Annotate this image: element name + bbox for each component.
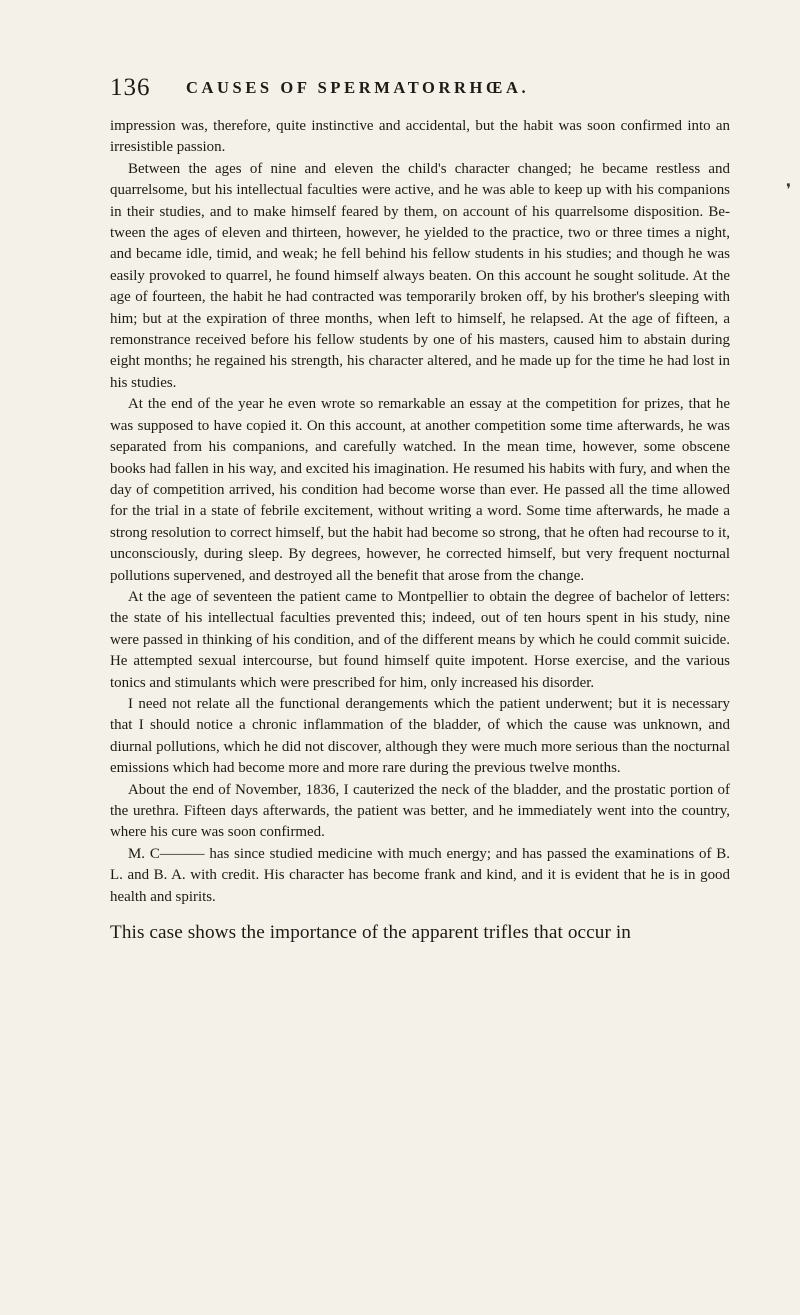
page-header (110, 68, 730, 108)
margin-mark-icon: ❜ (786, 182, 792, 199)
paragraph: At the age of seventeen the patient came to Montpellier to obtain the degree of bachelor of letters: the state of his intellectual faculties prevented this; indeed, out of ten hours spent in his study, nine were passed in thinking of his condition, and of the different means by which he could commit suicide. He attempted sexual intercourse, but found himself quite impotent. Horse exercise, and the various tonics and stimulants which were prescribed for him, only increased his disorder. (110, 588, 730, 691)
paragraph: M. C——— has since studied medicine with much energy; and has passed the examinations of B. L. and B. A. with credit. His character has become frank and kind, and it is evident that he is in good health and spirits. (110, 845, 730, 905)
paragraph: At the end of the year he even wrote so remarkable an essay at the competition for prizes, that he was supposed to have copied it. On this account, at another competition some time afterwards, he was separated from his companions, and carefully watched. In the mean time, however, some obscene books had fallen in his way, and excited his imagination. He resumed his habits with fury, and when the day of competition arrived, his condition had become worse than ever. He passed all the time allowed for the trial in a state of febrile excitement, without writing a word. Some time afterwards, he made a strong resolution to correct himself, but the habit had become so strong, that he often had recourse to it, unconsciously, during sleep. By degrees, however, he corrected himself, but very frequent nocturnal pollutions supervened, and destroyed all the benefit that arose from the change. (110, 396, 730, 584)
paragraph: I need not relate all the functional derangements which the patient underwent; but it is necessary that I should notice a chronic inflammation of the bladder, of which the cause was unknown, and diurnal pollutions, which he did not discover, although they were much more serious than the nocturnal emissions which had become more and more rare during the previous twelve months. (110, 695, 730, 777)
body-text (110, 116, 730, 908)
closing-line: This case shows the importance of the apparent trifles that occur in (110, 922, 631, 944)
paragraph: Between the ages of nine and eleven the child's character changed; he became restless and quarrelsome, but his intellectual faculties were active, and he was able to keep up with his companions in their studies, and to make himself feared by them, on account of his quarrelsome disposition. Between the ages of eleven and thirteen, however, he yielded to the practice, two or three times a night, and became idle, timid, and weak; he fell behind his fellow students in his studies; and though he was easily provoked to quarrel, he found himself always beaten. On this account he sought solitude. At the age of fourteen, the habit he had contracted was temporarily broken off, by his brother's sleeping with him; but at the expiration of three months, when left to himself, he relapsed. At the age of fifteen, a remonstrance received before his fellow students by one of his masters, caused him to abstain during eight months; he regained his strength, his character altered, and he made up for the time he had lost in his studies. (110, 160, 730, 391)
paragraph: About the end of November, 1836, I cauterized the neck of the bladder, and the prostatic portion of the urethra. Fifteen days afterwards, the patient was better, and he immediately went into the country, where his cure was soon confirmed. (110, 781, 730, 841)
running-head: CAUSES OF SPERMATORRHŒA. (186, 78, 530, 97)
paragraph-continuation: impression was, therefore, quite instinctive and accidental, but the habit was soon confirmed into an irresistible passion. (110, 118, 730, 156)
page-number: 136 (110, 74, 151, 101)
